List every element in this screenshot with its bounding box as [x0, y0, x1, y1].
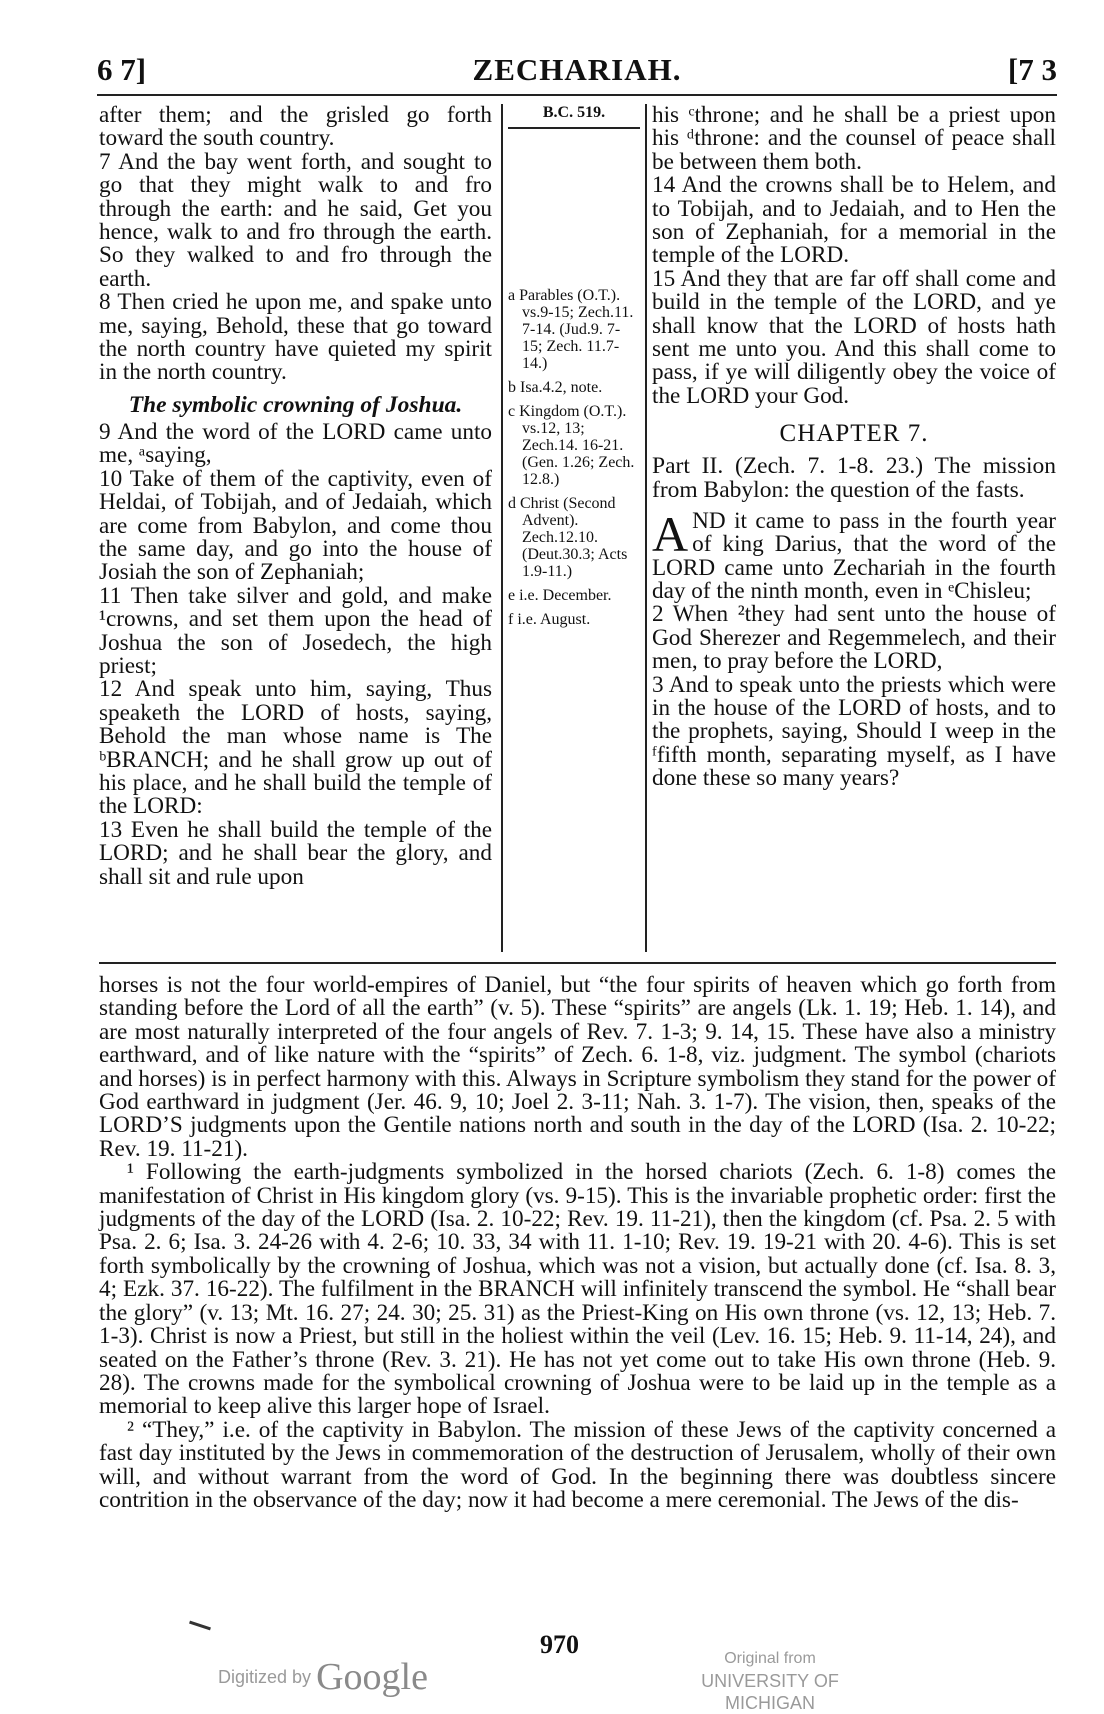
margin-note: c Kingdom (O.T.). vs.12, 13; Zech.14. 16-21. (Gen. 1.26; Zech. 12.8.): [508, 403, 635, 488]
footnote-paragraph: horses is not the four world-empires of Daniel, but “the four spirits of heaven which go forth from standing before the Lord of all the earth” (v. 5). These “spirits” are angels (Lk. 1. 19; Heb. 1. 14), and are most naturally interpreted of the four angels of Rev. 7. 1-3; 9. 14, 15. These have also a ministry earthward, and of like nature with the “spirits” of Zech. 6. 1-8, viz. judgment. The symbol (chariots and horses) is in perfect harmony with this. Always in Scripture symbolism they stand for the power of God earthward in judgment (Jer. 46. 9, 10; Joel 2. 3-11; Nah. 3. 1-7). The vision, then, speaks of the LORD’S judgments upon the Gentile nations north and south in the day of the LORD (Isa. 2. 10-22; Rev. 19. 11-21).: [99, 972, 1056, 1162]
column-rule-left: [501, 104, 503, 952]
margin-references: [508, 104, 640, 635]
margin-date: B.C. 519.: [508, 104, 640, 129]
verse-text: 14 And the crowns shall be to Helem, and to Tobijah, and to Jedaiah, and to Hen the son of Zephaniah, for a memorial in the temple of the LORD.: [652, 172, 1056, 269]
verse-text: after them; and the grisled go forth toward the south country.: [99, 102, 492, 152]
verse-text: 13 Even he shall build the temple of the LORD; and he shall bear the glory, and shall sit and rule upon: [99, 816, 492, 890]
verse-text: 15 And they that are far off shall come and build in the temple of the LORD, and ye shall know that the LORD of hosts hath sent me unto you. And this shall come to pass, if ye will diligently obey the voice of the LORD your God.: [652, 265, 1056, 409]
verse-text: 3 And to speak unto the priests which were in the house of the LORD of hosts, and to the prophets, saying, Should I weep in the ᶠfifth month, separating myself, as I have done these so many years?: [652, 671, 1056, 792]
stray-mark: [189, 1621, 211, 1631]
verse-text: 11 Then take silver and gold, and make ¹crowns, and set them upon the head of Joshua the son of Josedech, the high priest;: [99, 582, 492, 679]
column-rule-right: [645, 104, 647, 952]
section-heading: The symbolic crowning of Joshua.: [128, 391, 463, 418]
original-from-text: Original from: [724, 1650, 816, 1667]
right-text-column: [652, 104, 1056, 791]
verse-text: 7 And the bay went forth, and sought to go that they might walk to and fro through the earth: and he said, Get you hence, walk to and fro through the earth. So they walked to and fro through the earth.: [99, 148, 492, 292]
margin-note: e i.e. December.: [508, 587, 612, 604]
header-book-title: ZECHARIAH.: [472, 52, 682, 87]
margin-note: f i.e. August.: [508, 611, 591, 628]
header-chapter-verse-right: [7 3: [1007, 52, 1057, 87]
margin-note: b Isa.4.2, note.: [508, 379, 603, 396]
university-text: UNIVERSITY OF MICHIGAN: [701, 1671, 839, 1713]
verse-text: his ᶜthrone; and he shall be a priest upon his ᵈthrone: and the counsel of peace shall be between them both.: [652, 102, 1056, 175]
chapter-heading: CHAPTER 7.: [779, 420, 929, 448]
verse-text: ND it came to pass in the fourth year of king Darius, that the word of the LORD came unto Zechariah in the fourth day of the ninth month, even in ᵉChisleu;: [652, 507, 1056, 604]
footnote-paragraph: ¹ Following the earth-judgments symbolized in the horsed chariots (Zech. 6. 1-8) comes the manifestation of Christ in His kingdom glory (vs. 9-15). This is the invariable prophetic order: first the judgments of the day of the LORD (Isa. 2. 10-22; Rev. 19. 11-21), then the kingdom (cf. Psa. 2. 5 with Psa. 2. 6; Isa. 3. 24-26 with 4. 2-6; 10. 33, 34 with 11. 1-10; Rev. 19. 19-21 with 20. 4-6). This is set forth symbolically by the crowning of Joshua, which was not a vision, but actually done (cf. Isa. 8. 3, 4; Ezk. 37. 16-22). The fulfilment in the BRANCH will infinitely transcend the symbol. He “shall bear the glory” (v. 13; Mt. 16. 27; 24. 30; 25. 31) as the Priest-King on His own throne (vs. 12, 13; Heb. 7. 1-3). Christ is now a Priest, but still in the holiest within the veil (Lev. 16. 15; Heb. 9. 11-14, 24), and seated on the Father’s throne (Rev. 3. 21). He has not yet come out to take His own throne (Heb. 9. 28). The crowns made for the symbolical crowning of Joshua were to be laid up in the temple as a memorial to keep alive this larger hope of Israel.: [99, 1159, 1056, 1420]
drop-cap: A: [652, 505, 689, 562]
verse-text: 12 And speak unto him, saying, Thus speaketh the LORD of hosts, saying, Behold the man whose name is The ᵇBRANCH; and he shall grow up out of his place, and he shall build the temple of the LORD:: [99, 676, 492, 820]
verse-text: 9 And the word of the LORD came unto me, ᵃsaying,: [99, 418, 492, 469]
page-number: 970: [540, 1630, 579, 1659]
verse-text: 8 Then cried he upon me, and spake unto me, saying, Behold, these that go toward the north country have quieted my spirit in the north country.: [99, 289, 492, 386]
digitized-watermark: [218, 1655, 428, 1699]
digitized-by-text: Digitized by: [218, 1667, 312, 1687]
margin-note: d Christ (Second Advent). Zech.12.10. (Deut.30.3; Acts 1.9-11.): [508, 495, 628, 580]
footnote-separator: [99, 962, 1056, 964]
part-heading: Part II. (Zech. 7. 1-8. 23.) The mission from Babylon: the question of the fasts.: [652, 452, 1056, 503]
margin-note: a Parables (O.T.). vs.9-15; Zech.11. 7-14. (Jud.9. 7-15; Zech. 11.7-14.): [508, 287, 634, 372]
verse-text: 10 Take of them of the captivity, even of Heldai, of Tobijah, and of Jedaiah, which are come from Babylon, and come thou the same day, and go into the house of Josiah the son of Zephaniah;: [99, 465, 492, 586]
google-logo: Google: [316, 1656, 428, 1698]
header-chapter-verse-left: 6 7]: [97, 52, 147, 87]
left-text-column: [99, 104, 492, 889]
origin-watermark: [655, 1648, 885, 1714]
verse-text: 2 When ²they had sent unto the house of God Sherezer and Regemmelech, and their men, to pray before the LORD,: [652, 601, 1056, 675]
footnote-paragraph: ² “They,” i.e. of the captivity in Babylon. The mission of these Jews of the captivity concerned a fast day instituted by the Jews in commemoration of the destruction of Jerusalem, wholly of their own will, and without warrant from the word of God. In the beginning there was doubtless sincere contrition in the observance of the day; now it had become a mere ceremonial. The Jews of the dis-: [99, 1416, 1056, 1513]
footnotes: [99, 974, 1056, 1512]
running-header: [97, 50, 1057, 96]
